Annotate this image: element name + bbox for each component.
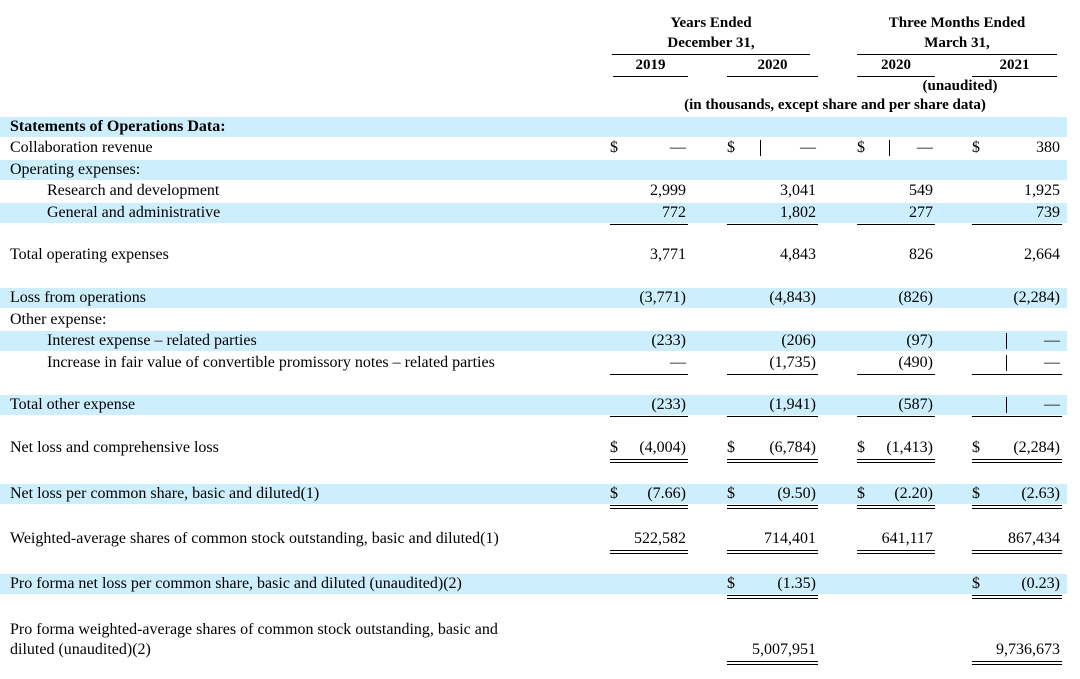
cell-value: 641,117 <box>881 530 933 547</box>
cell-value: (2.63) <box>1021 485 1060 502</box>
value-cell <box>972 288 1062 308</box>
unaudited-note: (unaudited) <box>922 78 998 94</box>
row-label-10: Total other expense <box>10 396 136 413</box>
double-underline <box>727 550 818 554</box>
cell-value: 9,736,673 <box>996 641 1060 658</box>
underline <box>727 374 818 375</box>
dollar-sign: $ <box>727 485 735 502</box>
dollar-sign: $ <box>610 485 618 502</box>
cell-value: (490) <box>898 354 933 371</box>
row-label-7: Other expense: <box>10 311 107 328</box>
cell-value: (3,771) <box>639 289 686 306</box>
value-cell <box>857 353 935 373</box>
dollar-sign: $ <box>857 139 865 156</box>
cell-value: (9.50) <box>777 485 816 502</box>
dollar-sign: $ <box>972 575 980 592</box>
rule <box>610 224 688 225</box>
value-cell <box>857 438 935 458</box>
cell-value: (4,843) <box>769 289 816 306</box>
row-label-11: Net loss and comprehensive loss <box>10 439 219 456</box>
cell-value: 714,401 <box>764 530 816 547</box>
dollar-sign: $ <box>727 575 735 592</box>
value-cell <box>972 353 1062 373</box>
cell-value: 277 <box>909 204 933 221</box>
rule <box>972 224 1062 225</box>
underline <box>857 374 935 375</box>
value-cell <box>610 484 688 504</box>
value-cell <box>972 529 1062 549</box>
cell-value: 5,007,951 <box>752 641 816 658</box>
row-label-5: Total operating expenses <box>10 246 169 263</box>
value-cell <box>727 640 818 660</box>
cell-value: (6,784) <box>769 439 816 456</box>
value-cell <box>972 574 1062 594</box>
dollar-sign: $ <box>857 439 865 456</box>
value-cell <box>610 395 688 415</box>
years-ended-header: Years Ended December 31, <box>667 15 755 51</box>
value-cell <box>972 245 1062 265</box>
cell-value: 380 <box>1036 139 1060 156</box>
cell-value: 549 <box>909 182 933 199</box>
value-cell <box>727 331 818 351</box>
cell-value: (97) <box>906 332 933 349</box>
value-cell <box>727 353 818 373</box>
column-header-rule-1 <box>727 76 818 77</box>
row-label-1: Collaboration revenue <box>10 139 153 156</box>
value-cell <box>610 288 688 308</box>
row-label-4: General and administrative <box>47 204 221 221</box>
value-cell <box>727 288 818 308</box>
dollar-sign: $ <box>972 485 980 502</box>
cell-value: (1,413) <box>886 439 933 456</box>
double-underline <box>857 459 935 463</box>
cell-value: — <box>1044 332 1060 349</box>
cell-value: (206) <box>781 332 816 349</box>
cell-value: 2,664 <box>1024 246 1060 263</box>
dollar-sign: $ <box>610 139 618 156</box>
value-cell <box>610 181 688 201</box>
cell-value: (0.23) <box>1021 575 1060 592</box>
double-underline <box>727 595 818 599</box>
cell-value: 4,843 <box>780 246 816 263</box>
underline <box>727 416 818 417</box>
underline <box>857 416 935 417</box>
value-cell <box>972 331 1062 351</box>
cell-value: (4,004) <box>639 439 686 456</box>
cell-value: — <box>1044 354 1060 371</box>
cell-value: — <box>670 354 686 371</box>
double-underline <box>610 550 688 554</box>
vertical-bar <box>1006 333 1007 349</box>
column-header-3: 2021 <box>999 57 1030 73</box>
double-underline <box>610 459 688 463</box>
double-underline <box>727 661 818 665</box>
cell-value: — <box>1044 396 1060 413</box>
vertical-bar <box>760 140 761 156</box>
cell-value: 867,434 <box>1008 530 1060 547</box>
double-underline <box>727 505 818 509</box>
cell-value: — <box>800 139 816 156</box>
value-cell <box>972 484 1062 504</box>
value-cell <box>857 529 935 549</box>
value-cell <box>610 438 688 458</box>
cell-value: (587) <box>898 396 933 413</box>
row-label-6: Loss from operations <box>10 289 146 306</box>
cell-value: (1,941) <box>769 396 816 413</box>
value-cell <box>972 203 1062 223</box>
value-cell <box>857 181 935 201</box>
cell-value: (1,735) <box>769 354 816 371</box>
double-underline <box>610 505 688 509</box>
vertical-bar <box>1006 355 1007 371</box>
row-label-15: Pro forma weighted-average shares of common stock outstanding, basic and diluted (unaudited)(2) <box>10 621 498 658</box>
value-cell <box>727 138 818 158</box>
cell-value: (7.66) <box>647 485 686 502</box>
column-header-0: 2019 <box>635 57 666 73</box>
vertical-bar <box>1006 397 1007 413</box>
three-months-header: Three Months Ended March 31, <box>888 15 1026 51</box>
double-underline <box>727 459 818 463</box>
cell-value: 1,802 <box>780 204 816 221</box>
dollar-sign: $ <box>972 139 980 156</box>
cell-value: — <box>917 139 933 156</box>
value-cell <box>857 138 935 158</box>
cell-value: 739 <box>1036 204 1060 221</box>
dollar-sign: $ <box>727 439 735 456</box>
column-header-1: 2020 <box>757 57 788 73</box>
row-label-3: Research and development <box>47 182 220 199</box>
value-cell <box>857 331 935 351</box>
value-cell <box>610 245 688 265</box>
underline <box>610 374 688 375</box>
row-label-2: Operating expenses: <box>10 161 141 178</box>
value-cell <box>727 181 818 201</box>
underline <box>610 416 688 417</box>
value-cell <box>972 138 1062 158</box>
cell-value: 522,582 <box>634 530 686 547</box>
value-cell <box>727 529 818 549</box>
row-band-2 <box>0 160 1067 180</box>
double-underline <box>972 595 1062 599</box>
row-label-8: Interest expense – related parties <box>47 332 257 349</box>
dollar-sign: $ <box>857 485 865 502</box>
value-cell <box>727 484 818 504</box>
value-cell <box>727 203 818 223</box>
row-label-14: Pro forma net loss per common share, basic and diluted (unaudited)(2) <box>10 575 462 592</box>
value-cell <box>610 203 688 223</box>
dollar-sign: $ <box>610 439 618 456</box>
cell-value: (233) <box>651 332 686 349</box>
dollar-sign: $ <box>727 139 735 156</box>
column-header-rule-0 <box>613 76 688 77</box>
cell-value: 3,771 <box>650 246 686 263</box>
value-cell <box>610 331 688 351</box>
value-cell <box>857 288 935 308</box>
underline <box>972 416 1062 417</box>
row-label-0: Statements of Operations Data: <box>10 118 226 135</box>
vertical-bar <box>889 140 890 156</box>
row-label-9: Increase in fair value of convertible promissory notes – related parties <box>47 354 495 371</box>
value-cell <box>972 640 1062 660</box>
value-cell <box>610 353 688 373</box>
double-underline <box>972 505 1062 509</box>
value-cell <box>857 203 935 223</box>
cell-value: 1,925 <box>1024 182 1060 199</box>
units-note: (in thousands, except share and per share data) <box>684 97 986 113</box>
value-cell <box>857 245 935 265</box>
value-cell <box>610 138 688 158</box>
cell-value: (2,284) <box>1013 439 1060 456</box>
value-cell <box>610 529 688 549</box>
value-cell <box>727 395 818 415</box>
value-cell <box>857 395 935 415</box>
cell-value: 826 <box>909 246 933 263</box>
value-cell <box>972 181 1062 201</box>
value-cell <box>727 438 818 458</box>
underline <box>972 374 1062 375</box>
cell-value: (826) <box>898 289 933 306</box>
value-cell <box>972 395 1062 415</box>
cell-value: 2,999 <box>650 182 686 199</box>
double-underline <box>972 550 1062 554</box>
cell-value: — <box>670 139 686 156</box>
dollar-sign: $ <box>972 439 980 456</box>
double-underline <box>972 459 1062 463</box>
column-header-2: 2020 <box>881 57 911 73</box>
value-cell <box>727 574 818 594</box>
cell-value: (2.20) <box>894 485 933 502</box>
value-cell <box>727 245 818 265</box>
row-label-13: Weighted-average shares of common stock outstanding, basic and diluted(1) <box>10 530 499 547</box>
rule <box>857 224 935 225</box>
double-underline <box>972 661 1062 665</box>
cell-value: (233) <box>651 396 686 413</box>
cell-value: (2,284) <box>1013 289 1060 306</box>
double-underline <box>857 505 935 509</box>
rule <box>727 224 818 225</box>
cell-value: 3,041 <box>780 182 816 199</box>
double-underline <box>857 550 935 554</box>
value-cell <box>857 484 935 504</box>
row-label-12: Net loss per common share, basic and diluted(1) <box>10 485 320 502</box>
cell-value: 772 <box>662 204 686 221</box>
value-cell <box>972 438 1062 458</box>
cell-value: (1.35) <box>777 575 816 592</box>
